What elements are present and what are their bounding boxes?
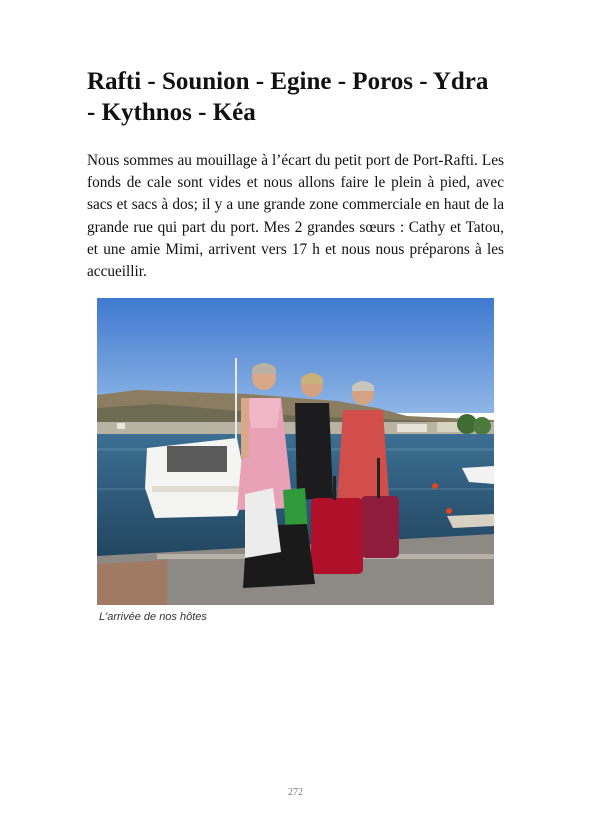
page-number: 272 (288, 787, 303, 798)
body-paragraph: Nous sommes au mouillage à l’écart du petit port de Port-Rafti. Les fonds de cale sont vides et nous allons faire le plein à pied, avec sacs et sacs à dos; il y a une grande zone commerciale en haut de la grande rue qui part du port. Mes 2 grandes sœurs : Cathy et Tatou, et une amie Mimi, arrivent vers 17 h et nous nous préparons à les accueillir. (87, 152, 504, 281)
chapter-title-line-2: - Kythnos - Kéa (87, 99, 256, 126)
chapter-title (87, 66, 507, 128)
chapter-title-line-1: Rafti - Sounion - Egine - Poros - Ydra (87, 68, 489, 95)
photo-caption: L'arrivée de nos hôtes (99, 611, 207, 623)
suitcase-red (311, 498, 363, 574)
harbor-photo (97, 298, 494, 605)
suitcase-burgundy (361, 496, 399, 558)
